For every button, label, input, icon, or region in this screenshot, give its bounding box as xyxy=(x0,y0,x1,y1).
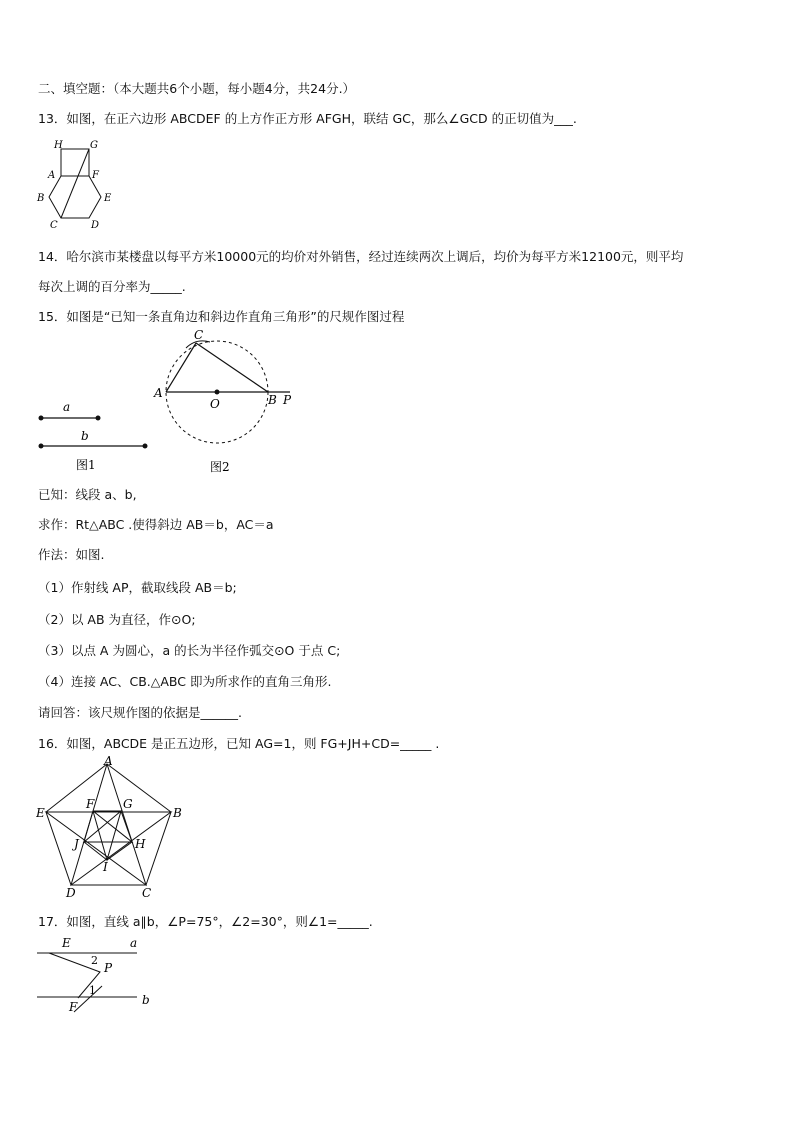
question-15-step4: （4）连接 AC、CB.△ABC 即为所求作的直角三角形. xyxy=(38,674,332,689)
label-B: B xyxy=(268,393,277,407)
section-heading: 二、填空题：（本大题共6个小题，每小题4分，共24分.） xyxy=(38,81,356,96)
label-G: G xyxy=(90,140,98,151)
label-C: C xyxy=(194,328,204,342)
label-2: 2 xyxy=(91,954,98,967)
label-H: H xyxy=(135,837,146,851)
question-16-text: 16．如图，ABCDE 是正五边形，已知 AG=1，则 FG+JH+CD=_____ . xyxy=(38,736,440,751)
parallel-lines-figure xyxy=(34,934,159,1014)
question-15-step1: （1）作射线 AP，截取线段 AB＝b; xyxy=(38,580,237,595)
figure-1-segments xyxy=(34,395,154,475)
question-15-step3: （3）以点 A 为圆心，a 的长为半径作弧交⊙O 于点 C; xyxy=(38,643,341,658)
label-B: B xyxy=(37,193,45,204)
label-D: D xyxy=(91,220,100,231)
label-A: A xyxy=(104,756,113,768)
question-14-line2: 每次上调的百分率为_____. xyxy=(38,279,186,294)
label-1: 1 xyxy=(89,984,96,997)
question-15-construct: 求作：Rt△ABC .使得斜边 AB＝b，AC＝a xyxy=(38,517,274,532)
label-a: a xyxy=(130,936,138,950)
label-I: I xyxy=(103,860,108,874)
question-15-answer: 请回答：该尺规作图的依据是______. xyxy=(38,705,242,720)
label-a: a xyxy=(63,400,71,414)
label-A: A xyxy=(48,170,56,181)
label-A: A xyxy=(154,386,163,400)
label-C: C xyxy=(142,886,152,900)
question-15-text: 15．如图是“已知一条直角边和斜边作直角三角形”的尺规作图过程 xyxy=(38,309,405,324)
figure-1-caption: 图1 xyxy=(76,458,96,472)
hexagon-square-figure xyxy=(34,136,114,232)
label-E: E xyxy=(36,806,45,820)
label-P: P xyxy=(104,961,113,975)
question-14-line1: 14．哈尔滨市某楼盘以每平方米10000元的均价对外销售，经过连续两次上调后，均价为每平方米12100元，则平均 xyxy=(38,249,684,264)
label-F: F xyxy=(92,170,99,181)
label-B: B xyxy=(173,806,182,820)
label-O: O xyxy=(210,397,220,411)
question-15-given: 已知：线段 a、b, xyxy=(38,487,137,502)
figure-2-caption: 图2 xyxy=(210,460,230,474)
label-H: H xyxy=(54,140,63,151)
label-b: b xyxy=(142,993,150,1007)
label-b: b xyxy=(81,429,89,443)
label-F: F xyxy=(69,1000,78,1014)
label-E: E xyxy=(104,193,112,204)
question-13-text: 13．如图，在正六边形 ABCDEF 的上方作正方形 AFGH，联结 GC，那么∠GCD 的正切值为___. xyxy=(38,111,577,126)
label-G: G xyxy=(123,797,133,811)
label-E: E xyxy=(62,936,71,950)
label-C: C xyxy=(50,220,58,231)
label-F: F xyxy=(86,797,95,811)
pentagon-star-figure xyxy=(36,756,186,902)
label-D: D xyxy=(66,886,76,900)
label-J: J xyxy=(74,837,79,851)
question-15-step2: （2）以 AB 为直径，作⊙O; xyxy=(38,612,196,627)
question-15-method: 作法：如图. xyxy=(38,547,105,562)
figure-2-construction xyxy=(150,326,310,476)
question-17-text: 17．如图，直线 a∥b，∠P=75°，∠2=30°，则∠1=_____. xyxy=(38,914,373,929)
label-P: P xyxy=(283,393,292,407)
